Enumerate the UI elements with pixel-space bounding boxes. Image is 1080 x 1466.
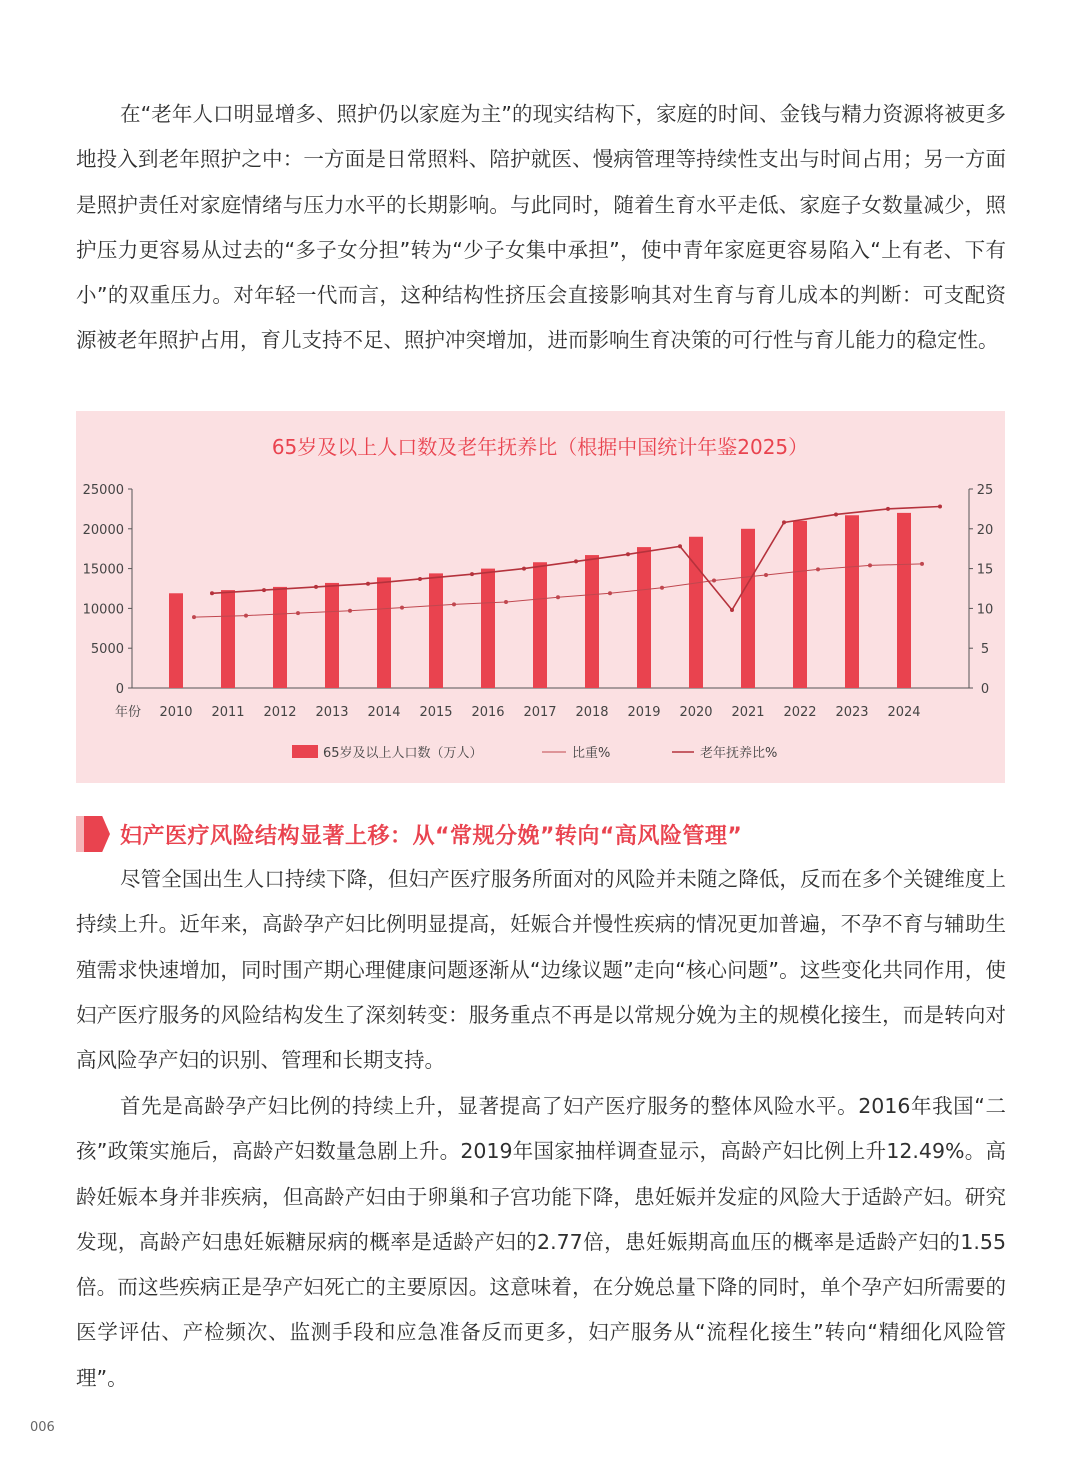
point-dependency-ratio <box>834 512 838 516</box>
paragraph-advanced-maternal-age: 首先是高龄孕产妇比例的持续上升，显著提高了妇产医疗服务的整体风险水平。2016年我国“二孩”政策实施后，高龄产妇数量急剧上升。2019年国家抽样调查显示，高龄产妇比例上升12.49%。高龄妊娠本身并非疾病，但高龄产妇由于卵巢和子宫功能下降，患妊娠并发症的风险大于适龄产妇。研究发现，高龄产妇患妊娠糖尿病的概率是适龄产妇的2.77倍，患妊娠期高血压的概率是适龄产妇的1.55倍。而这些疾病正是孕产妇死亡的主要原因。这意味着，在分娩总量下降的同时，单个孕产妇所需要的医学评估、产检频次、监测手段和应急准备反而更多，妇产服务从“流程化接生”转向“精细化风险管理”。 <box>76 1094 1006 1390</box>
point-dependency-ratio <box>678 544 682 548</box>
x-axis-title: 年份 <box>114 705 142 720</box>
point-dependency-ratio <box>210 591 214 595</box>
y-left-tick-label: 0 <box>115 682 124 697</box>
y-right-tick-label: 0 <box>980 682 990 697</box>
x-tick-label: 2023 <box>835 705 869 720</box>
x-tick-label: 2012 <box>263 705 297 720</box>
point-dependency-ratio <box>262 588 266 592</box>
x-tick-label: 2022 <box>783 705 817 720</box>
paragraph-elder-care-pressure: 在“老年人口明显增多、照护仍以家庭为主”的现实结构下，家庭的时间、金钱与精力资源将被更多地投入到老年照护之中：一方面是日常照料、陪护就医、慢病管理等持续性支出与时间占用；另一方面是照护责任对家庭情绪与压力水平的长期影响。与此同时，随着生育水平走低、家庭子女数量减少，照护压力更容易从过去的“多子女分担”转为“少子女集中承担”，使中青年家庭更容易陷入“上有老、下有小”的双重压力。对年轻一代而言，这种结构性挤压会直接影响其对生育与育儿成本的判断：可支配资源被老年照护占用，育儿支持不足、照护冲突增加，进而影响生育决策的可行性与育儿能力的稳定性。 <box>76 102 1006 353</box>
point-share-percent <box>244 614 248 618</box>
y-left-tick-label: 15000 <box>82 562 124 578</box>
section-title: 妇产医疗风险结构显著上移：从“常规分娩”转向“高风险管理” <box>120 823 743 849</box>
point-share-percent <box>660 586 664 590</box>
bar-population <box>741 529 755 688</box>
bar-population <box>793 521 807 688</box>
point-share-percent <box>868 563 872 567</box>
x-tick-label: 2021 <box>731 705 765 720</box>
y-left-tick-label: 25000 <box>82 483 124 498</box>
bar-population <box>897 513 911 688</box>
point-share-percent <box>192 615 196 619</box>
bar-population <box>169 593 183 688</box>
chart-title: 65岁及以上人口数及老年抚养比（根据中国统计年鉴2025） <box>271 435 809 459</box>
x-tick-label: 2018 <box>575 705 609 720</box>
legend-swatch-population <box>292 745 318 758</box>
bar-population <box>533 562 547 688</box>
legend-label-population: 65岁及以上人口数（万人） <box>323 746 483 761</box>
y-right-tick-label: 25 <box>976 483 994 498</box>
paragraph-risk-structure: 尽管全国出生人口持续下降，但妇产医疗服务所面对的风险并未随之降低，反而在多个关键维度上持续上升。近年来，高龄孕产妇比例明显提高，妊娠合并慢性疾病的情况更加普遍，不孕不育与辅助生殖需求快速增加，同时围产期心理健康问题逐渐从“边缘议题”走向“核心问题”。这些变化共同作用，使妇产医疗服务的风险结构发生了深刻转变：服务重点不再是以常规分娩为主的规模化接生，而是转向对高风险孕产妇的识别、管理和长期支持。 <box>76 867 1006 1073</box>
x-tick-label: 2019 <box>627 705 661 720</box>
section-marker-icon <box>76 816 110 852</box>
bar-population <box>481 569 495 688</box>
point-dependency-ratio <box>366 582 370 586</box>
point-share-percent <box>504 600 508 604</box>
page-number: 006 <box>30 1420 55 1435</box>
line-share-percent <box>194 564 922 617</box>
point-share-percent <box>920 562 924 566</box>
point-dependency-ratio <box>522 567 526 571</box>
point-dependency-ratio <box>938 505 942 509</box>
y-left-tick-label: 20000 <box>82 522 124 538</box>
y-left-tick-label: 10000 <box>82 602 124 618</box>
y-right-tick-label: 20 <box>976 522 994 538</box>
point-share-percent <box>816 567 820 571</box>
x-tick-label: 2010 <box>159 705 193 720</box>
point-dependency-ratio <box>886 507 890 511</box>
point-share-percent <box>400 606 404 610</box>
y-right-tick-label: 10 <box>976 602 994 618</box>
point-share-percent <box>348 609 352 613</box>
point-share-percent <box>608 591 612 595</box>
legend-label-ratio: 老年抚养比% <box>700 746 778 761</box>
point-dependency-ratio <box>418 577 422 581</box>
x-tick-label: 2016 <box>471 705 505 720</box>
x-tick-label: 2011 <box>211 705 245 720</box>
legend-label-share: 比重% <box>572 746 611 761</box>
y-left-tick-label: 5000 <box>90 642 124 658</box>
x-tick-label: 2014 <box>367 705 401 720</box>
x-tick-label: 2017 <box>523 705 557 720</box>
point-dependency-ratio <box>314 585 318 589</box>
point-share-percent <box>296 611 300 615</box>
population-chart <box>76 411 1005 783</box>
bar-population <box>585 555 599 688</box>
point-dependency-ratio <box>626 552 630 556</box>
point-dependency-ratio <box>782 520 786 524</box>
point-share-percent <box>712 579 716 583</box>
y-right-tick-label: 15 <box>976 562 994 578</box>
x-tick-label: 2024 <box>887 705 921 720</box>
x-tick-label: 2015 <box>419 705 453 720</box>
x-tick-label: 2020 <box>679 705 713 720</box>
chart-canvas <box>76 411 1005 783</box>
bar-population <box>637 547 651 688</box>
point-dependency-ratio <box>574 559 578 563</box>
bar-population <box>273 587 287 688</box>
bar-population <box>845 515 859 688</box>
bar-population <box>221 590 235 688</box>
point-share-percent <box>452 602 456 606</box>
point-dependency-ratio <box>470 572 474 576</box>
point-dependency-ratio <box>730 608 734 612</box>
line-dependency-ratio <box>212 507 940 610</box>
bar-population <box>429 573 443 688</box>
x-tick-label: 2013 <box>315 705 349 720</box>
section-heading <box>76 814 742 854</box>
y-right-tick-label: 5 <box>980 642 990 658</box>
point-share-percent <box>764 573 768 577</box>
point-share-percent <box>556 595 560 599</box>
bar-population <box>377 577 391 688</box>
bar-population <box>325 583 339 688</box>
